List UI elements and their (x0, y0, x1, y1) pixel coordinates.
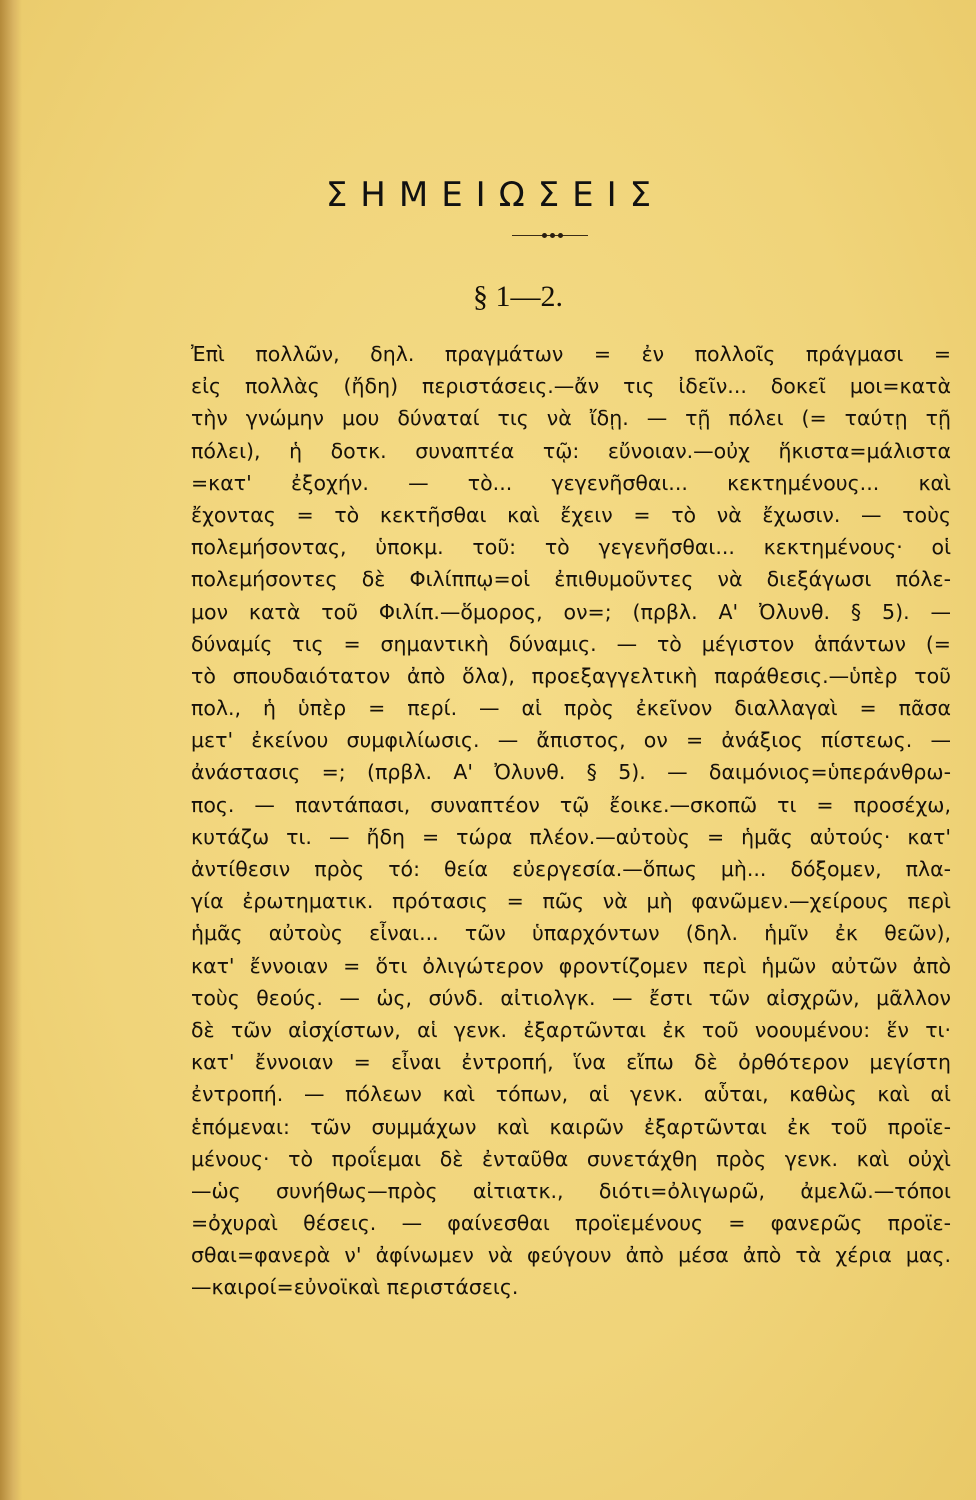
text-line: ἑπόμεναι: τῶν συμμάχων καὶ καιρῶν ἐξαρτῶνται ἐκ τοῦ προϊε- (191, 1114, 951, 1139)
text-line: δύναμίς τις = σημαντικὴ δύναμις. — τὸ μέγιστον ἁπάντων (= (191, 631, 951, 656)
page-binding-edge (0, 0, 22, 1500)
text-line: τὴν γνώμην μου δύναταί τις νὰ ἴδῃ. — τῇ πόλει (= ταύτῃ τῇ (191, 406, 951, 431)
text-line: πολεμήσοντες δὲ Φιλίππῳ=οἱ ἐπιθυμοῦντες νὰ διεξάγωσι πόλε- (191, 567, 951, 592)
text-line: =ὀχυραὶ θέσεις. — φαίνεσθαι προϊεμένους = φανερῶς προϊε- (191, 1211, 951, 1236)
text-line: κατ' ἔννοιαν = εἶναι ἐντροπή, ἵνα εἴπω δὲ ὀρθότερον μεγίστη (191, 1050, 951, 1075)
text-line: σθαι=φανερὰ ν' ἀφίνωμεν νὰ φεύγουν ἀπὸ μέσα ἀπὸ τὰ χέρια μας. (191, 1243, 951, 1268)
title-ornament (512, 230, 588, 242)
text-line: κατ' ἔννοιαν = ὅτι ὀλιγώτερον φροντίζομεν περὶ ἡμῶν αὐτῶν ἀπὸ (191, 953, 951, 978)
notes-text (191, 338, 951, 1304)
page-title: ΣΗΜΕΙΩΣΕΙΣ (325, 175, 665, 215)
ornament-dot (542, 233, 547, 238)
text-line: ἀντίθεσιν πρὸς τό: θεία εὐεργεσία.—ὅπως μὴ... δόξομεν, πλα- (191, 857, 951, 881)
ornament-dot (550, 233, 555, 238)
text-line: —ὡς συνήθως—πρὸς αἰτιατκ., διότι=ὀλιγωρῶ, ἀμελῶ.—τόποι (191, 1178, 951, 1203)
text-line: εἰς πολλὰς (ἤδη) περιστάσεις.—ἄν τις ἰδεῖν... δοκεῖ μοι=κατὰ (191, 374, 951, 399)
ornament-dot (558, 233, 563, 238)
section-number: § 1—2. (473, 280, 563, 313)
text-line: τοὺς θεούς. — ὡς, σύνδ. αἰτιολγκ. — ἔστι τῶν αἰσχρῶν, μᾶλλον (191, 985, 951, 1010)
text-line: πος. — παντάπασι, συναπτέον τῷ ἔοικε.—σκοπῶ τι = προσέχω, (191, 792, 951, 817)
text-line: πόλει), ἡ δοτκ. συναπτέα τῷ: εὔνοιαν.—οὐχ ἥκιστα=μάλιστα (191, 438, 951, 463)
text-line: δὲ τῶν αἰσχίστων, αἱ γενκ. ἐξαρτῶνται ἐκ τοῦ νοουμένου: ἕν τι· (191, 1017, 951, 1042)
text-line: ἔχοντας = τὸ κεκτῆσθαι καὶ ἔχειν = τὸ νὰ ἔχωσιν. — τοὺς (191, 502, 951, 527)
text-line: τὸ σπουδαιότατον ἀπὸ ὅλα), προεξαγγελτικὴ παράθεσις.—ὑπὲρ τοῦ (191, 663, 951, 688)
text-line: ἐντροπή. — πόλεων καὶ τόπων, αἱ γενκ. αὗται, καθὼς καὶ αἱ (191, 1082, 951, 1107)
text-line: πολεμήσοντας, ὑποκμ. τοῦ: τὸ γεγενῆσθαι... κεκτημένους· οἱ (191, 535, 951, 560)
text-line: ἡμᾶς αὐτοὺς εἶναι... τῶν ὑπαρχόντων (δηλ. ἡμῖν ἐκ θεῶν), (191, 921, 951, 946)
text-line: μένους· τὸ προΐεμαι δὲ ἐνταῦθα συνετάχθη πρὸς γενκ. καὶ οὐχὶ (191, 1146, 951, 1171)
text-line: γία ἐρωτηματικ. πρότασις = πῶς νὰ μὴ φανῶμεν.—χείρους περὶ (191, 889, 951, 914)
text-line: κυτάζω τι. — ἤδη = τώρα πλέον.—αὐτοὺς = ἡμᾶς αὐτούς· κατ' (191, 824, 951, 849)
text-line: =κατ' ἐξοχήν. — τὸ... γεγενῆσθαι... κεκτημένους... καὶ (191, 470, 951, 495)
text-line: Ἐπὶ πολλῶν, δηλ. πραγμάτων = ἐν πολλοῖς πράγμασι = (191, 342, 951, 366)
text-line: μον κατὰ τοῦ Φιλίπ.—ὅμορος, ον=; (πρβλ. Α' Ὀλυνθ. § 5). — (191, 599, 951, 624)
text-line: πολ., ἡ ὑπὲρ = περί. — αἱ πρὸς ἐκεῖνον διαλλαγαὶ = πᾶσα (191, 696, 951, 721)
text-line: —καιροί=εὐνοϊκαὶ περιστάσεις. (191, 1275, 519, 1300)
text-line: ἀνάστασις =; (πρβλ. Α' Ὀλυνθ. § 5). — δαιμόνιος=ὑπεράνθρω- (191, 760, 951, 785)
text-line: μετ' ἐκείνου συμφιλίωσις. — ἄπιστος, ον = ἀνάξιος πίστεως. — (191, 728, 951, 753)
